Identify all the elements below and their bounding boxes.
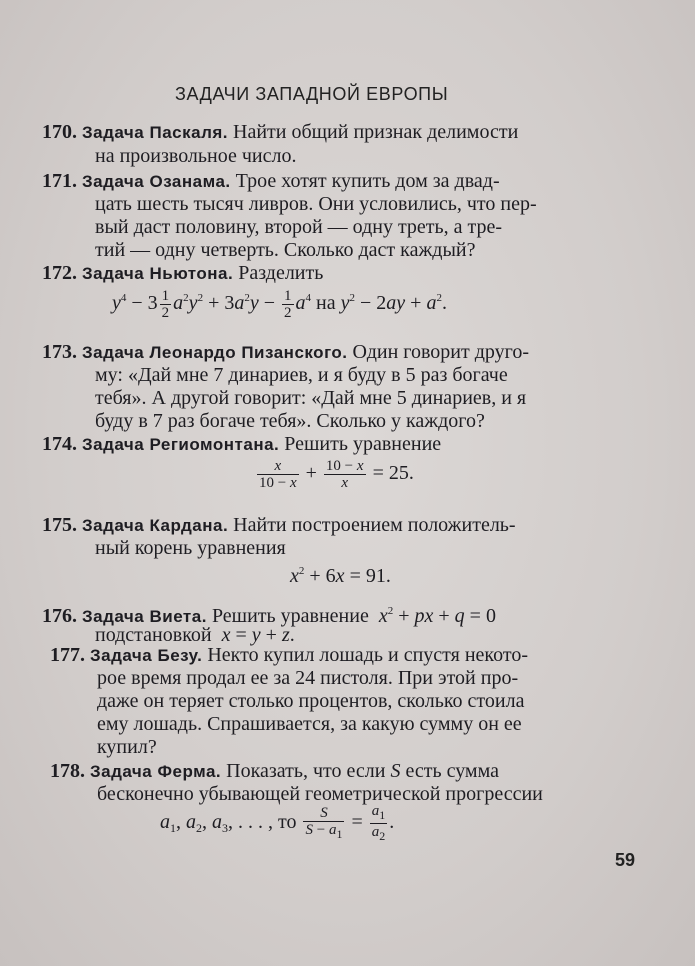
- problem-170: [42, 121, 518, 144]
- problem-text: Один говорит друго-: [352, 341, 530, 363]
- problem-number: 173.: [42, 341, 77, 363]
- problem-text: есть сумма: [405, 760, 499, 782]
- problem-number: 172.: [42, 262, 77, 284]
- problem-text-line: [95, 624, 295, 646]
- problem-text-line: буду в 7 раз богаче тебя». Сколько у каждого?: [95, 410, 485, 432]
- problem-title: Задача Виета.: [82, 607, 207, 626]
- problem-text: Разделить: [238, 262, 324, 284]
- problem-title: Задача Кардана.: [82, 516, 229, 535]
- substitution-formula: x = y + z.: [221, 624, 295, 646]
- cardano-equation: $x^2 + 6x = 91$.: [290, 565, 391, 587]
- problem-title: Задача Региомонтана.: [82, 435, 280, 454]
- problem-number: 170.: [42, 121, 77, 143]
- problem-title: Задача Леонардо Пизанского.: [82, 343, 348, 362]
- problem-text: Трое хотят купить дом за двад-: [235, 170, 500, 192]
- problem-text-line: тий — одну четверть. Сколько даст каждый?: [95, 239, 476, 261]
- problem-text: Решить уравнение: [284, 433, 442, 455]
- problem-number: 176.: [42, 605, 77, 627]
- problem-text: Решить уравнение: [211, 605, 369, 627]
- problem-text-line: даже он теряет столько процентов, сколько стоила: [97, 690, 525, 712]
- problem-number: 174.: [42, 433, 77, 455]
- problem-number: 177.: [50, 644, 85, 666]
- problem-text-line: рое время продал ее за 24 пистоля. При этой про-: [97, 667, 519, 689]
- problem-title: Задача Паскаля.: [82, 123, 229, 142]
- problem-text-line: тебя». А другой говорит: «Дай мне 5 динариев, и я: [95, 387, 527, 409]
- problem-175: [42, 514, 516, 537]
- problem-text: Найти построением положитель-: [233, 514, 516, 536]
- problem-title: Задача Безу.: [90, 646, 203, 665]
- regiomontanus-equation: $\frac{x}{10 - x}$ + $\frac{10 - x}{x}$ = 25.: [259, 458, 414, 491]
- page-heading: ЗАДАЧИ ЗАПАДНОЙ ЕВРОПЫ: [175, 84, 449, 104]
- problem-172: [42, 262, 323, 285]
- problem-174: [42, 433, 441, 456]
- problem-text-line: му: «Дай мне 7 динариев, и я буду в 5 раз богаче: [95, 364, 508, 386]
- problem-title: Задача Озанама.: [82, 172, 231, 191]
- problem-title: Задача Ньютона.: [82, 264, 234, 283]
- problem-173: [42, 341, 529, 364]
- problem-text-line: ный корень уравнения: [95, 537, 286, 559]
- problem-text: Найти общий признак делимости: [233, 121, 519, 143]
- formula-word: на: [316, 292, 336, 315]
- problem-171: [42, 170, 500, 193]
- problem-text-line: бесконечно убывающей геометрической прогрессии: [97, 783, 543, 805]
- problem-178: [50, 760, 499, 783]
- sum-symbol: S: [390, 760, 401, 782]
- problem-text-line: цать шесть тысяч ливров. Они условились, что пер-: [95, 193, 537, 215]
- problem-177: [50, 644, 528, 667]
- newton-formula: $y^4 - 3$ $\frac{1}{2}$ $a^2y^2 + 3a^2y$ − $\frac{1}{2}$ $a^4$ на $y^2 - 2ay + a^2$.: [112, 288, 447, 321]
- problem-title: Задача Ферма.: [90, 762, 222, 781]
- problem-text-line: вый даст половину, второй — одну треть, а тре-: [95, 216, 503, 238]
- formula-word: то: [278, 811, 297, 834]
- page-number: 59: [615, 850, 636, 870]
- fermat-formula: $a_1$, $a_2$, $a_3$, . . . , то $\frac{S}{S - a_1}$ = $\frac{a_1}{a_2}$ .: [160, 803, 395, 843]
- problem-number: 175.: [42, 514, 77, 536]
- problem-number: 178.: [50, 760, 85, 782]
- vieta-equation: $x^2$ + px + q = 0: [378, 605, 496, 627]
- problem-text-line: на произвольное число.: [95, 145, 297, 167]
- problem-text-line: купил?: [97, 736, 157, 758]
- problem-text: Некто купил лошадь и спустя некото-: [207, 644, 528, 666]
- problem-number: 171.: [42, 170, 77, 192]
- problem-text: Показать, что если: [226, 760, 386, 782]
- problem-text: подстановкой: [95, 624, 212, 646]
- problem-text-line: ему лошадь. Спрашивается, за какую сумму он ее: [97, 713, 522, 735]
